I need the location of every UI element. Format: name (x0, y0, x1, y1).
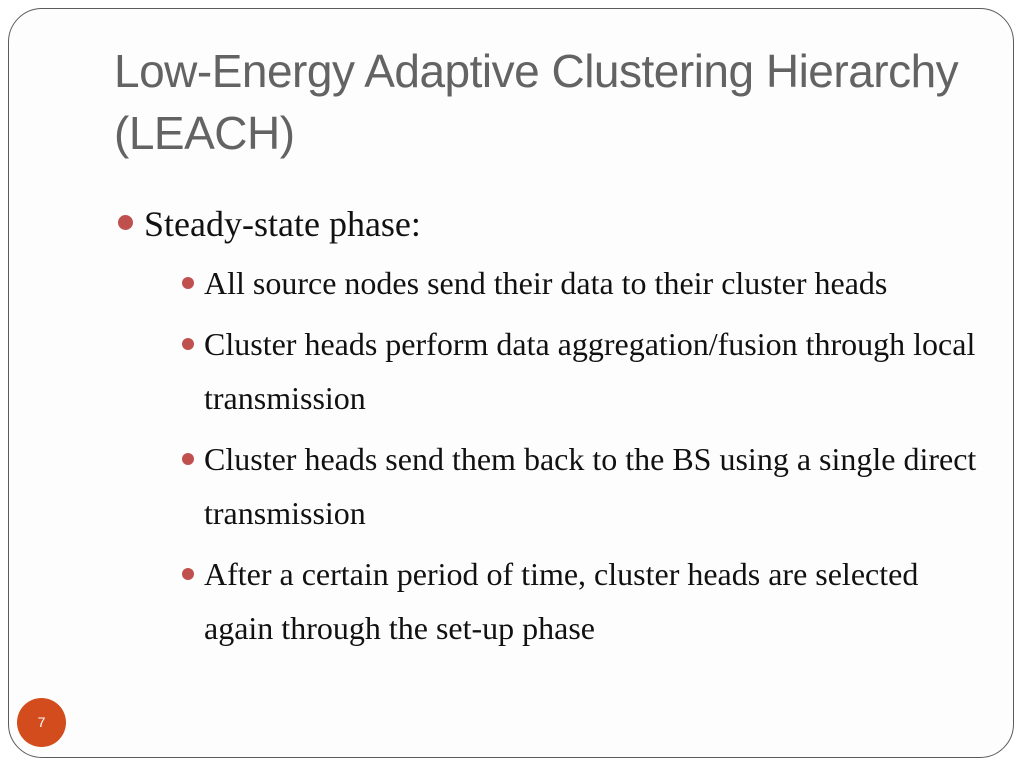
sub-bullet-dot-icon (182, 453, 194, 465)
sub-bullet-list (144, 256, 977, 655)
sub-bullet-text: Cluster heads perform data aggregation/fusion through local transmission (204, 326, 976, 416)
sub-bullet-item (174, 317, 994, 425)
bullet-list (114, 196, 977, 662)
sub-bullet-dot-icon (182, 568, 194, 580)
slide-title: Low-Energy Adaptive Clustering Hierarchy (LEACH) (114, 45, 959, 159)
sub-bullet-item (174, 256, 994, 310)
sub-bullet-item (174, 432, 994, 540)
slide-number-badge: 7 (17, 698, 66, 747)
sub-bullet-dot-icon (182, 338, 194, 350)
sub-bullet-dot-icon (182, 277, 194, 289)
bullet-dot-icon (118, 215, 133, 230)
bullet-steady-state (114, 196, 977, 655)
sub-bullet-text: All source nodes send their data to their cluster heads (204, 265, 888, 301)
sub-bullet-text: Cluster heads send them back to the BS using a single direct transmission (204, 441, 977, 531)
sub-bullet-item (174, 547, 994, 655)
bullet-text: Steady-state phase: (144, 204, 421, 244)
sub-bullet-text: After a certain period of time, cluster heads are selected again through the set-up phase (204, 556, 919, 646)
